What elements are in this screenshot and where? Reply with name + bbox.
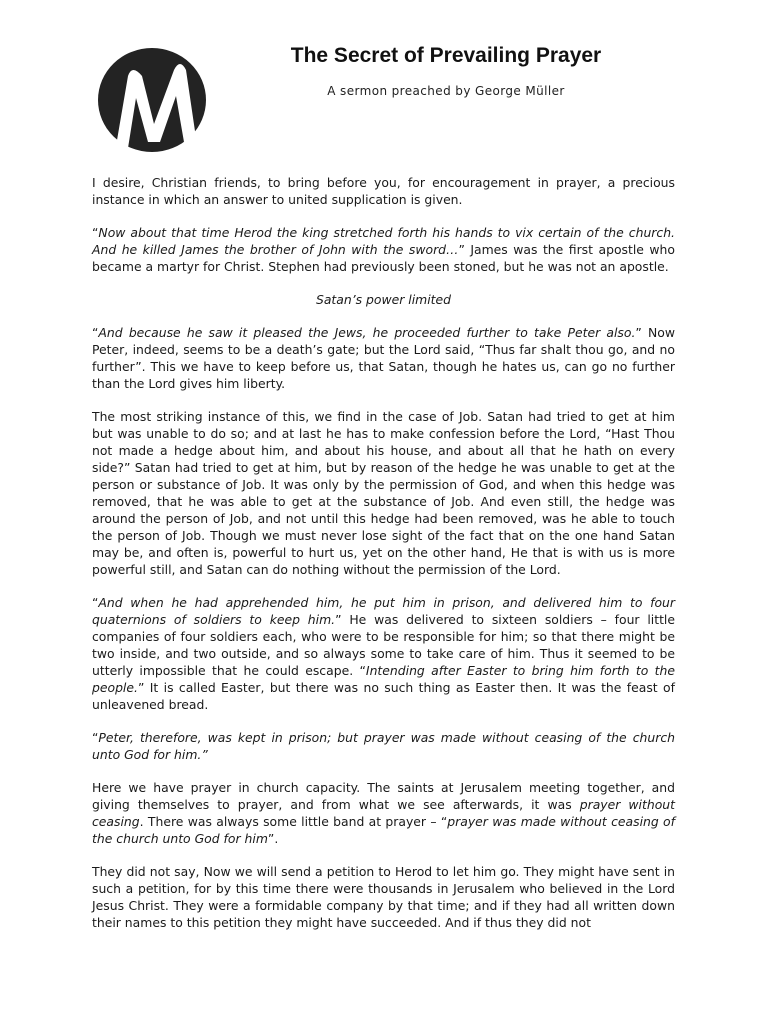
paragraph-7 [92,779,675,847]
text-run: ” Now Peter, indeed, seems to be a death’s gate; but the Lord said, “Thus far shalt thou go, and no further”. This we have to keep before us, that Satan, though he hates us, can go no further than the Lord gives him liberty. [92,325,675,391]
text-run: ”. [267,831,279,846]
quoted-text: And when he had apprehended him, he put him in prison, and delivered him to four quaternions of soldiers to keep him. [92,595,675,627]
quoted-text: Satan’s power limited [315,292,452,307]
paragraph-8 [92,863,675,931]
quoted-text: prayer without ceasing [92,797,675,829]
paragraph-1 [92,174,675,208]
sermon-body [92,174,675,947]
quoted-text: Intending after Easter to bring him forth to the people. [92,663,675,695]
quoted-text: prayer was made without ceasing of the church unto God for him [92,814,675,846]
quoted-text: Peter, therefore, was kept in prison; but prayer was made without ceasing of the church unto God for him.” [92,730,675,762]
document-title: The Secret of Prevailing Prayer [290,44,602,67]
quoted-text: Now about that time Herod the king stretched forth his hands to vix certain of the church. And he killed James the brother of John with the sword… [92,225,675,257]
text-run: . There was always some little band at prayer – “ [139,814,448,829]
paragraph-3 [92,324,675,392]
quoted-text: And because he saw it pleased the Jews, he proceeded further to take Peter also. [98,325,636,340]
ministry-logo [96,46,208,154]
text-run: Here we have prayer in church capacity. The saints at Jerusalem meeting together, and giving themselves to prayer, and from what we see afterwards, it was [92,780,675,812]
text-run: The most striking instance of this, we find in the case of Job. Satan had tried to get at him but was unable to do so; and at last he has to make confession before the Lord, “Hast Thou not made a hedge about him, and about his house, and about all that he hath on every side?” Satan had tried to get at him, but by reason of the hedge he was unable to get at the person or substance of Job. It was only by the permission of God, and when this hedge was removed, that he was able to get at the substance of Job. And even still, the hedge was around the person of Job, and not until this hedge had been removed, was he able to touch the person of Job. Though we must never lose sight of the fact that on the one hand Satan may be, and often is, powerful to hurt us, yet on the other hand, He that is with us is more powerful still, and Satan can do nothing without the permission of the Lord. [92,409,675,577]
document-subtitle: A sermon preached by George Müller [327,84,565,98]
text-run: “ [92,325,99,340]
text-run: “ [92,730,99,745]
text-run: ” James was the first apostle who became a martyr for Christ. Stephen had previously been stoned, but he was not an apostle. [92,242,675,274]
paragraph-5 [92,594,675,713]
paragraph-4 [92,408,675,578]
text-run: “ [92,595,99,610]
section-heading [92,291,675,308]
text-run: They did not say, Now we will send a petition to Herod to let him go. They might have sent in such a petition, for by this time there were thousands in Jerusalem who believed in the Lord Jesus Christ. They were a formidable company by that time; and if they had all written down their names to this petition they might have succeeded. And if thus they did not [92,864,675,930]
paragraph-2 [92,224,675,275]
text-run: ” He was delivered to sixteen soldiers – four little companies of four soldiers each, who were to be responsible for him; so that there might be two inside, and two outside, and so always some to take care of him. Thus it seemed to be utterly impossible that he could escape. “ [92,612,676,678]
text-run: “ [92,225,99,240]
paragraph-6 [92,729,675,763]
text-run: ” It is called Easter, but there was no such thing as Easter then. It was the feast of unleavened bread. [92,680,675,712]
text-run: I desire, Christian friends, to bring before you, for encouragement in prayer, a precious instance in which an answer to united supplication is given. [92,175,675,207]
